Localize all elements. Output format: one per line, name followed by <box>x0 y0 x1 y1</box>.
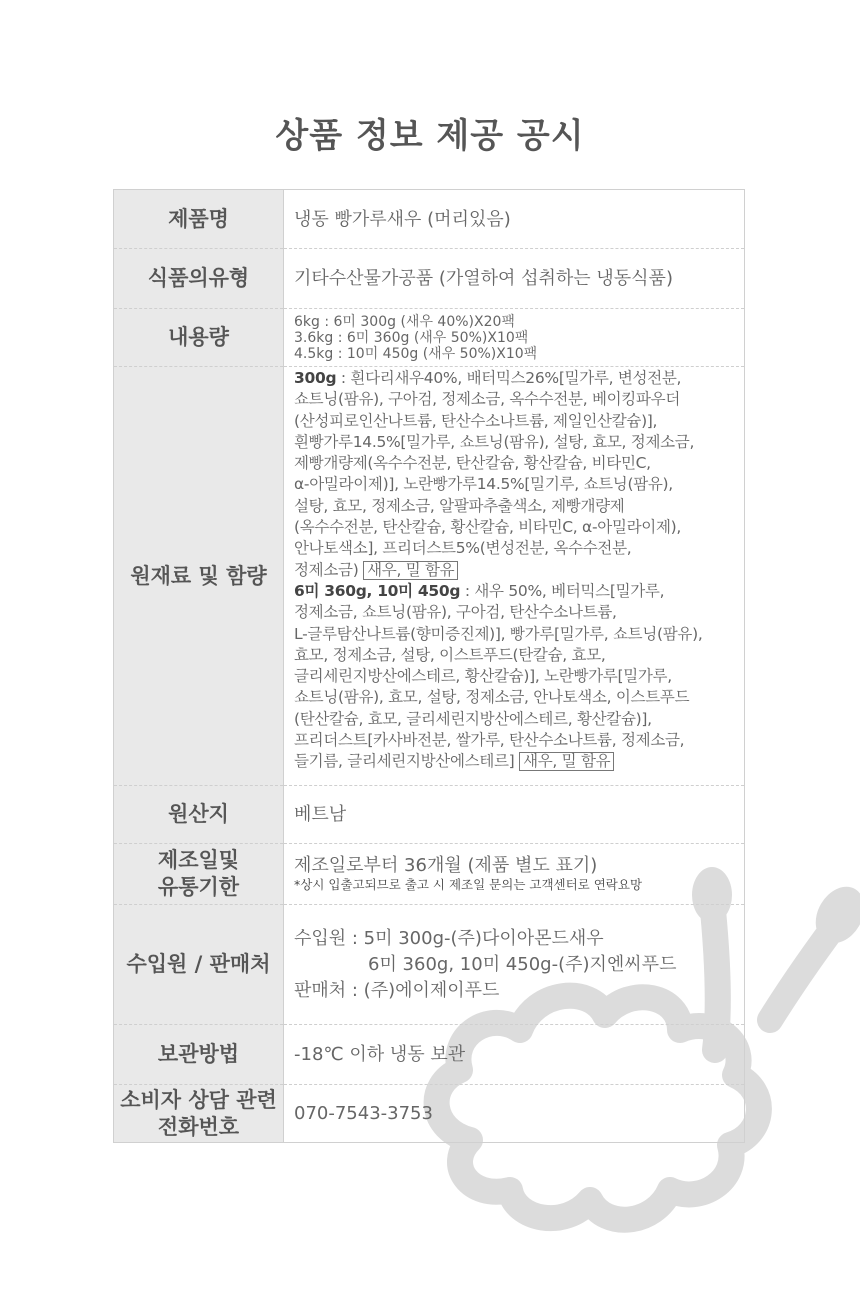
row-label-origin: 원산지 <box>114 786 284 844</box>
allergen-badge: 새우, 밀 함유 <box>363 561 458 580</box>
row-label-type: 식품의유형 <box>114 249 284 309</box>
ingredients-text: 흰빵가루14.5%[밀가루, 쇼트닝(팜유), 설탕, 효모, 정제소금, <box>294 432 695 451</box>
table-row <box>114 249 745 309</box>
importer-value <box>284 905 745 1025</box>
row-label-name: 제품명 <box>114 190 284 249</box>
content-amount-value <box>284 309 745 367</box>
ingredients-text: 글리세린지방산에스테르, 황산칼슘)], 노란빵가루[밀가루, <box>294 667 672 686</box>
ingredients-text: (산성피로인산나트륨, 탄산수소나트륨, 제일인산칼슘)], <box>294 411 658 430</box>
table-row <box>114 367 745 786</box>
expiry-text: 제조일로부터 36개월 (제품 별도 표기) <box>294 854 598 876</box>
table-row <box>114 190 745 249</box>
ingredients-text: (옥수수전분, 탄산칼슘, 황산칼슘, 비타민C, α-아밀라이제), <box>294 518 682 537</box>
ingredients-300g-heading: 300g <box>294 369 337 387</box>
table-row <box>114 309 745 367</box>
ingredients-text: (탄산칼슘, 효모, 글리세린지방산에스테르, 황산칼슘)], <box>294 709 652 728</box>
expiry-note: *상시 입출고되므로 출고 시 제조일 문의는 고객센터로 연락요망 <box>294 876 643 892</box>
page-title: 상품 정보 제공 공시 <box>275 116 585 156</box>
ingredients-text: α-아밀라이제)], 노란빵가루14.5%[밀기루, 쇼트닝(팜유), <box>294 475 673 494</box>
ingredients-text: 쇼트닝(팜유), 효모, 설탕, 정제소금, 안나토색소, 이스트푸드 <box>294 688 690 707</box>
table-row <box>114 905 745 1025</box>
product-name-value: 냉동 빵가루새우 (머리있음) <box>284 190 745 249</box>
expiry-label-line: 유통기한 <box>157 875 240 899</box>
importer-line: 수입원 : 5미 300g-(주)다이아몬드새우 <box>294 927 604 949</box>
content-line: 3.6kg : 6미 360g (새우 50%)X10팩 <box>294 329 529 346</box>
table-row <box>114 1085 745 1143</box>
table-row <box>114 844 745 905</box>
origin-value: 베트남 <box>284 786 745 844</box>
table-row <box>114 1025 745 1085</box>
importer-line: 6미 360g, 10미 450g-(주)지엔씨푸드 <box>368 953 677 975</box>
content-line: 6kg : 6미 300g (새우 40%)X20팩 <box>294 313 515 330</box>
contact-label-line: 전화번호 <box>157 1114 240 1139</box>
ingredients-text: 제빵개량제(옥수수전분, 탄산칼슘, 황산칼슘, 비타민C, <box>294 454 651 473</box>
ingredients-text: L-글루탐산나트륨(향미증진제)], 빵가루[밀가루, 쇼트닝(팜유), <box>294 624 703 643</box>
ingredients-text: 효모, 정제소금, 설탕, 이스트푸드(탄칼슘, 효모, <box>294 645 606 664</box>
product-info-table <box>113 189 745 1143</box>
ingredients-value <box>284 367 745 786</box>
table-row <box>114 786 745 844</box>
food-type-value: 기타수산물가공품 (가열하여 섭취하는 냉동식품) <box>284 249 745 309</box>
allergen-badge: 새우, 밀 함유 <box>519 752 614 771</box>
ingredients-text: 쇼트닝(팜유), 구아검, 정제소금, 옥수수전분, 베이킹파우더 <box>294 390 680 409</box>
row-label-importer: 수입원 / 판매처 <box>114 905 284 1025</box>
ingredients-text: 들기름, 글리세린지방산에스테르] <box>294 752 515 771</box>
ingredients-text: 정제소금, 쇼트닝(팜유), 구아검, 탄산수소나트륨, <box>294 603 617 622</box>
ingredients-text: 설탕, 효모, 정제소금, 알팔파추출색소, 제빵개량제 <box>294 496 625 515</box>
ingredients-text: 안나토색소], 프리더스트5%(변성전분, 옥수수전분, <box>294 539 632 558</box>
row-label-expiry <box>114 844 284 905</box>
storage-value: -18℃ 이하 냉동 보관 <box>284 1025 745 1085</box>
content-line: 4.5kg : 10미 450g (새우 50%)X10팩 <box>294 345 538 362</box>
seller-line: 판매처 : (주)에이제이푸드 <box>294 979 500 1001</box>
expiry-value <box>284 844 745 905</box>
row-label-content: 내용량 <box>114 309 284 367</box>
ingredients-text: : 새우 50%, 베터믹스[밀가루, <box>460 581 665 600</box>
contact-phone-value: 070-7543-3753 <box>294 1103 433 1124</box>
row-label-ingredients: 원재료 및 함량 <box>114 367 284 786</box>
ingredients-text: 프리더스트[카사바전분, 쌀가루, 탄산수소나트륨, 정제소금, <box>294 731 685 750</box>
row-label-contact <box>114 1085 284 1143</box>
contact-label-line: 소비자 상담 관련 <box>120 1087 277 1112</box>
ingredients-360-450-heading: 6미 360g, 10미 450g <box>294 581 461 600</box>
ingredients-text: : 흰다리새우40%, 배터믹스26%[밀가루, 변성전분, <box>336 369 682 387</box>
expiry-label-line: 제조일및 <box>157 848 240 872</box>
row-label-storage: 보관방법 <box>114 1025 284 1085</box>
ingredients-text: 정제소금) <box>294 560 359 579</box>
